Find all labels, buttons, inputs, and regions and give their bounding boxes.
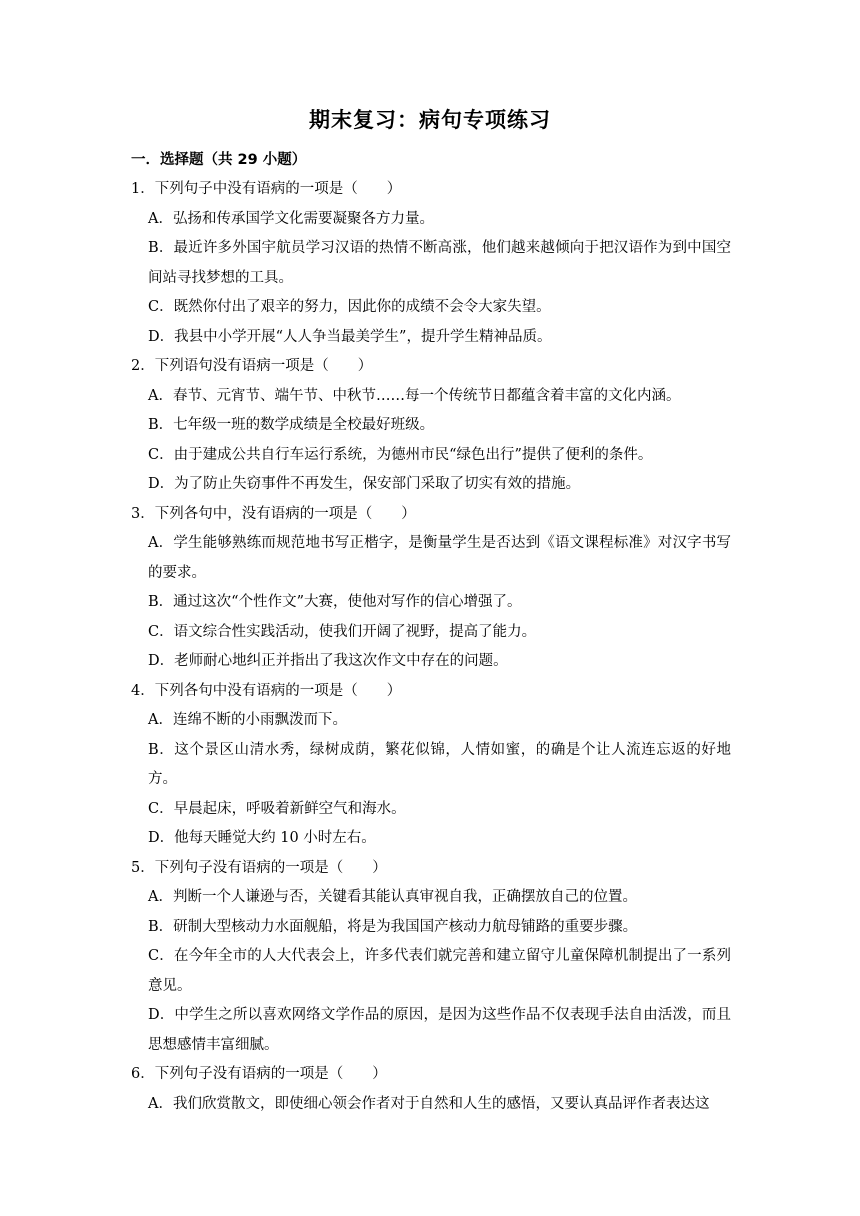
option-b: B．研制大型核动力水面舰船，将是为我国国产核动力航母铺路的重要步骤。 — [148, 918, 638, 935]
option-d: D．老师耐心地纠正并指出了我这次作文中存在的问题。 — [148, 653, 508, 669]
option-a: A．我们欣赏散文，即使细心领会作者对于自然和人生的感悟，又要认真品评作者表达这 — [148, 1095, 710, 1112]
option-a: A．学生能够熟练而规范地书写正楷字，是衡量学生是否达到《语文课程标准》对汉字书写的要求。 — [148, 535, 731, 581]
question-stem: 5．下列句子没有语病的一项是（ ） — [131, 859, 387, 876]
question-5 — [131, 854, 731, 1061]
question-stem: 3．下列各句中，没有语病的一项是（ ） — [131, 505, 416, 522]
option-c: C．语文综合性实践活动，使我们开阔了视野，提高了能力。 — [148, 623, 537, 640]
section-heading: 一．选择题（共 29 小题） — [131, 152, 307, 168]
option-b: B．通过这次“个性作文”大赛，使他对写作的信心增强了。 — [148, 594, 522, 610]
option-d: D．我县中小学开展“人人争当最美学生”，提升学生精神品质。 — [148, 328, 552, 345]
question-stem: 6．下列句子没有语病的一项是（ ） — [131, 1066, 387, 1082]
option-a: A．连绵不断的小雨飘泼而下。 — [148, 712, 347, 728]
option-b: B．最近许多外国宇航员学习汉语的热情不断高涨，他们越来越倾向于把汉语作为到中国空间站寻找梦想的工具。 — [148, 240, 731, 286]
option-c: C．既然你付出了艰辛的努力，因此你的成绩不会令大家失望。 — [148, 299, 551, 315]
option-a: A．弘扬和传承国学文化需要凝聚各方力量。 — [148, 210, 434, 227]
option-c: C．早晨起床，呼吸着新鲜空气和海水。 — [148, 800, 406, 817]
question-6 — [131, 1060, 731, 1119]
question-4 — [131, 677, 731, 854]
question-3 — [131, 500, 731, 677]
option-b: B．七年级一班的数学成绩是全校最好班级。 — [148, 417, 435, 433]
option-c: C．由于建成公共自行车运行系统，为德州市民“绿色出行”提供了便利的条件。 — [148, 446, 653, 463]
question-stem: 1．下列句子中没有语病的一项是（ ） — [131, 181, 402, 197]
option-a: A．春节、元宵节、端午节、中秋节……每一个传统节日都蕴含着丰富的文化内涵。 — [148, 387, 681, 404]
option-d: D．中学生之所以喜欢网络文学作品的原因，是因为这些作品不仅表现手法自由活泼，而且思想感情丰富细腻。 — [148, 1007, 731, 1053]
option-c: C．在今年全市的人大代表会上，许多代表们就完善和建立留守儿童保障机制提出了一系列意见。 — [148, 948, 731, 994]
page-title: 期末复习：病句专项练习 — [309, 107, 551, 132]
question-stem: 2．下列语句没有语病一项是（ ） — [131, 358, 373, 374]
question-1 — [131, 175, 731, 352]
option-d: D．他每天睡觉大约 10 小时左右。 — [148, 830, 376, 846]
question-list — [131, 175, 731, 1119]
option-d: D．为了防止失窃事件不再发生，保安部门采取了切实有效的措施。 — [148, 476, 581, 492]
question-stem: 4．下列各句中没有语病的一项是（ ） — [131, 682, 402, 699]
question-2 — [131, 352, 731, 500]
option-b: B．这个景区山清水秀，绿树成荫，繁花似锦，人情如蜜，的确是个让人流连忘返的好地方。 — [148, 741, 731, 787]
option-a: A．判断一个人谦逊与否，关键看其能认真审视自我，正确摆放自己的位置。 — [148, 889, 637, 905]
